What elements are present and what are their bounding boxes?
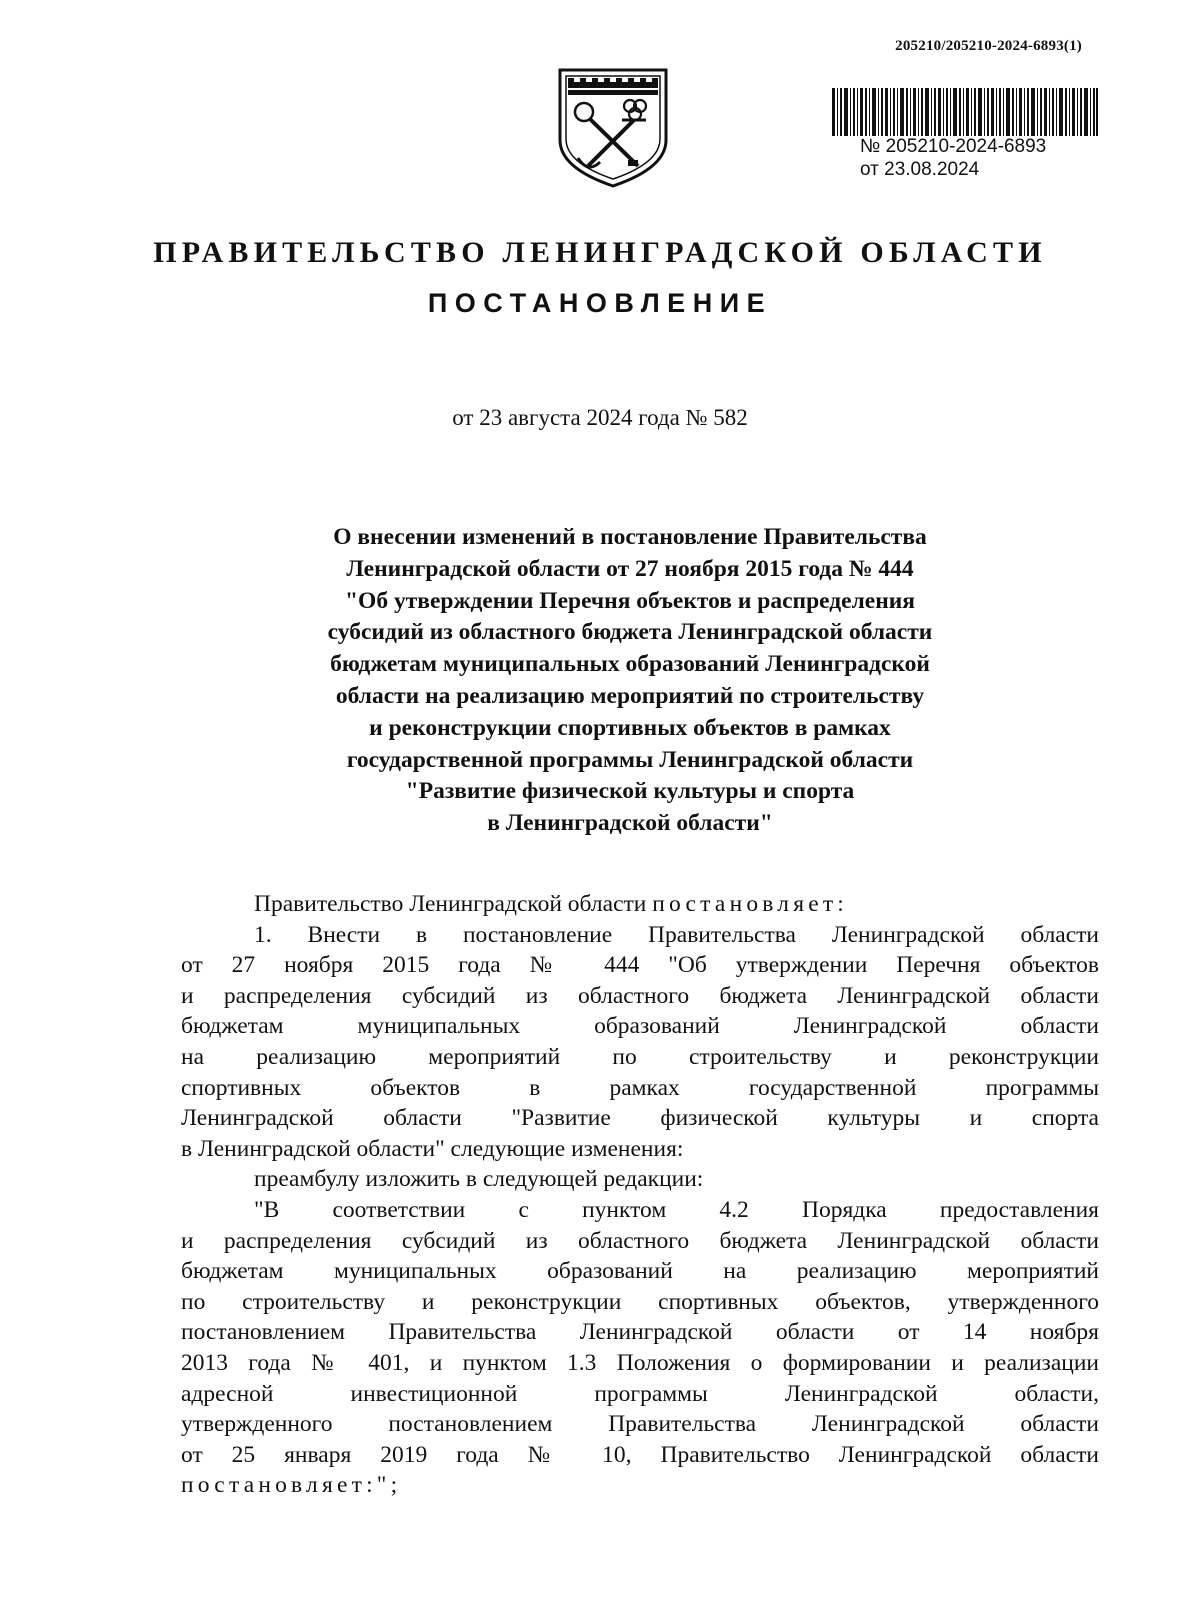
document-type: ПОСТАНОВЛЕНИЕ [427,288,773,318]
subject-line: Ленинградской области от 27 ноября 2015 года № 444 [346,555,914,582]
subject-line: О внесении изменений в постановление Правительства [333,524,927,550]
body-line: Ленинградской области "Развитие физической культуры и спорта [181,1105,1099,1132]
body-line: в Ленинградской области" следующие изменения: [181,1135,684,1162]
subject-line: "Об утверждении Перечня объектов и распределения [345,587,915,614]
body-intro-verb: постановляет: [652,891,849,917]
subject-line: бюджетам муниципальных образований Ленинградской [330,651,930,678]
registration-date: от 23.08.2024 [860,159,980,180]
subject-line: субсидий из областного бюджета Ленинградской области [327,619,933,646]
document-body [181,889,1099,1501]
barcode-icon [832,88,1098,136]
body-line: бюджетам муниципальных образований на реализацию мероприятий [181,1258,1099,1285]
subject-line: "Развитие физической культуры и спорта [405,778,855,805]
body-line: 2013 года № 401, и пунктом 1.3 Положения о формировании и реализации [181,1349,1099,1376]
body-line: и распределения субсидий из областного бюджета Ленинградской области [181,1227,1099,1254]
body-line: бюджетам муниципальных образований Ленинградской области [181,1013,1099,1040]
registration-number: № 205210-2024-6893 [860,136,1047,157]
registration-stamp [860,135,1046,181]
body-line: и распределения субсидий из областного бюджета Ленинградской области [181,982,1099,1009]
body-closing: постановляет:"; [181,1472,402,1499]
body-line: утвержденного постановлением Правительства Ленинградской области [181,1411,1099,1438]
document-reference-code: 205210/205210-2024-6893(1) [895,38,1082,54]
body-line: по строительству и реконструкции спортивных объектов, утвержденного [181,1288,1099,1315]
document-date-number: от 23 августа 2024 года № 582 [452,405,748,430]
body-intro-text: Правительство Ленинградской области [254,891,653,917]
body-intro [181,889,1099,920]
issuing-authority: ПРАВИТЕЛЬСТВО ЛЕНИНГРАДСКОЙ ОБЛАСТИ [153,236,1047,269]
body-line: постановлением Правительства Ленинградской области от 14 ноября [181,1319,1099,1346]
body-line: на реализацию мероприятий по строительству и реконструкции [181,1043,1099,1070]
subject-line: государственной программы Ленинградской области [346,746,914,773]
leningrad-oblast-coat-of-arms-icon [554,62,672,190]
subject-line: в Ленинградской области" [487,810,773,837]
body-line: спортивных объектов в рамках государственной программы [181,1074,1099,1101]
body-line: от 27 ноября 2015 года № 444 "Об утверждении Перечня объектов [181,952,1099,979]
subject-line: и реконструкции спортивных объектов в рамках [369,714,891,741]
body-line: 1. Внести в постановление Правительства Ленинградской области [254,921,1099,948]
body-line: от 25 января 2019 года № 10, Правительство Ленинградской области [181,1441,1099,1468]
body-line: адресной инвестиционной программы Ленинградской области, [181,1380,1099,1407]
body-line: "В соответствии с пунктом 4.2 Порядка предоставления [254,1196,1099,1223]
subject-line: области на реализацию мероприятий по строительству [335,682,925,709]
document-subject [180,522,1080,840]
body-line: преамбулу изложить в следующей редакции: [254,1166,704,1193]
